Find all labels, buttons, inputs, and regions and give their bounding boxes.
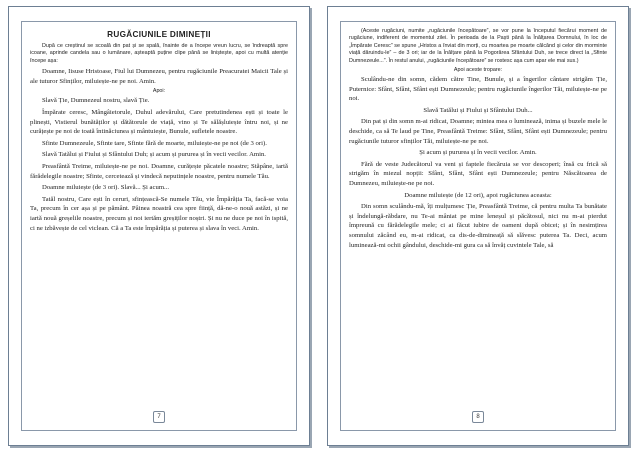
rubric-note: (Aceste rugăciuni, numite „rugăciunile începătoare”, se vor pune la începutul fiecărui moment de rugăciune, indiferent de momentul zilei. În perioada de la Paști până la Înălțarea Domnului, în loc de „Împărate Ceresc” se spune „Hristos a înviat din morți, cu moartea pe moarte călcând și celor din morminte viață dăruindu-le” – de 3 ori; iar de la Înălțare până la Pogorârea Sfântului Duh, se trece direct la „Sfinte Dumnezeule...”. În restul anului, „rugăciunile începătoare” se rostesc așa cum apar ele mai sus.) <box>349 28 607 64</box>
intro-instruction: După ce creștinul se scoală din pat și se spală, înainte de a începe vreun lucru, se îndreaptă spre icoane, aprinde candela sau o lumânare, așteaptă puține clipe până se liniștește, apoi cu multă atenție începe așa: <box>30 43 288 64</box>
prayer-paragraph: Slavă Tatălui și Fiului și Sfântului Duh... <box>423 106 533 114</box>
left-page-frame <box>21 21 297 431</box>
right-page <box>327 6 629 446</box>
prayer-paragraph: Împărate ceresc, Mângâietorule, Duhul adevărului, Care pretutindenea ești și toate le plinești, Vistierul bunătăților și dătătorule de viață, vino și Te sălășluiește întru noi, și ne curățește pe noi de toată întinăciunea și mântuiește, Bunule, sufletele noastre. <box>30 109 288 136</box>
left-page <box>8 6 310 446</box>
right-page-content <box>349 28 607 404</box>
prayer-paragraph: Din somn sculându-mă, îți mulțumesc Ție, Preasfântă Treime, că pentru multa Ta bunătate și îndelungă-răbdare, nu Te-ai mâniat pe mine leneșul și păcătosul, nici nu m-ai pierdut împreună cu fărădelegile mele; ci ai făcut iubire de oameni după obicei; și în nesimțirea somnului zăcând eu, m-ai ridicat, ca dis-de-dimineață să slăvesc puterea Ta. Deci, acum luminează-mi ochii gândului, deschide-mi gura ca să învăț cuvintele Tale, să <box>349 203 607 249</box>
prayer-paragraph: Slavă Ție, Dumnezeul nostru, slavă Ție. <box>42 97 150 105</box>
prayer-paragraph: Doamne miluiește (de 3 ori). Slavă... Și acum... <box>42 184 170 192</box>
page-title: RUGĂCIUNILE DIMINEȚII <box>107 30 211 39</box>
prayer-paragraph: Doamne miluiește (de 12 ori), apoi rugăciunea aceasta: <box>404 191 552 199</box>
prayer-paragraph: Preasfântă Treime, miluiește-ne pe noi. Doamne, curățește păcatele noastre; Stăpâne, iartă fărădelegile noastre; Sfinte, cercetează și vindecă neputințele noastre, pentru numele Tău. <box>30 162 288 180</box>
prayer-paragraph: Slavă Tatălui și Fiului și Sfântului Duh; și acum și pururea și în vecii vecilor. Amin. <box>42 151 266 159</box>
prayer-paragraph: Sfinte Dumnezeule, Sfinte tare, Sfinte fără de moarte, miluiește-ne pe noi (de 3 ori). <box>42 139 267 147</box>
prayer-paragraph: Tatăl nostru, Care ești în ceruri, sfințească-Se numele Tău, vie Împărăția Ta, facă-se voia Ta, precum în cer așa și pe pământ. Pâinea noastră cea spre ființă, dă-ne-o nouă astăzi, și ne iartă nouă greșelile noastre, precum și noi iertăm greșiților noștri. Și nu ne duce pe noi în ispită, ci ne izbăvește de cel viclean. Că a Ta este împărăția și puterea și slava în veci. Amin. <box>30 195 288 232</box>
right-page-frame <box>340 21 616 431</box>
page-number: 7 <box>153 411 165 423</box>
prayer-paragraph: Sculându-ne din somn, cădem către Tine, Bunule, și a îngerilor cântare strigăm Ție, Puternice: Sfânt, Sfânt, Sfânt ești Dumnezeule; pentru rugăciunile îngerilor Tăi, miluiește-ne pe noi. <box>349 76 607 103</box>
left-page-content <box>30 28 288 404</box>
rubric-apoi: Apoi aceste tropare: <box>453 67 503 74</box>
rubric-apoi: Apoi: <box>152 88 166 95</box>
prayer-paragraph: Doamne, Iisuse Hristoase, Fiul lui Dumnezeu, pentru rugăciunile Preacuratei Maicii Tale și ale tuturor Sfinților, miluiește-ne pe noi. Amin. <box>30 68 288 85</box>
page-number: 8 <box>472 411 484 423</box>
prayer-paragraph: Fără de veste Judecătorul va veni și faptele fiecăruia se vor descoperi; însă cu frică să strigăm în miezul nopții: Sfânt, Sfânt, Sfânt ești Dumnezeule; pentru Născătoarea de Dumnezeu, miluiește-ne pe noi. <box>349 160 607 187</box>
prayer-paragraph: Și acum și pururea și în vecii vecilor. Amin. <box>419 149 537 157</box>
prayer-paragraph: Din pat și din somn m-ai ridicat, Doamne; mintea mea o luminează, inima și buzele mele le deschide, ca să Te laud pe Tine, Preasfântă Treime: Sfânt, Sfânt, Sfânt ești Dumnezeule; pentru rugăciunile tuturor sfinților Tăi, miluiește-ne pe noi. <box>349 118 607 145</box>
